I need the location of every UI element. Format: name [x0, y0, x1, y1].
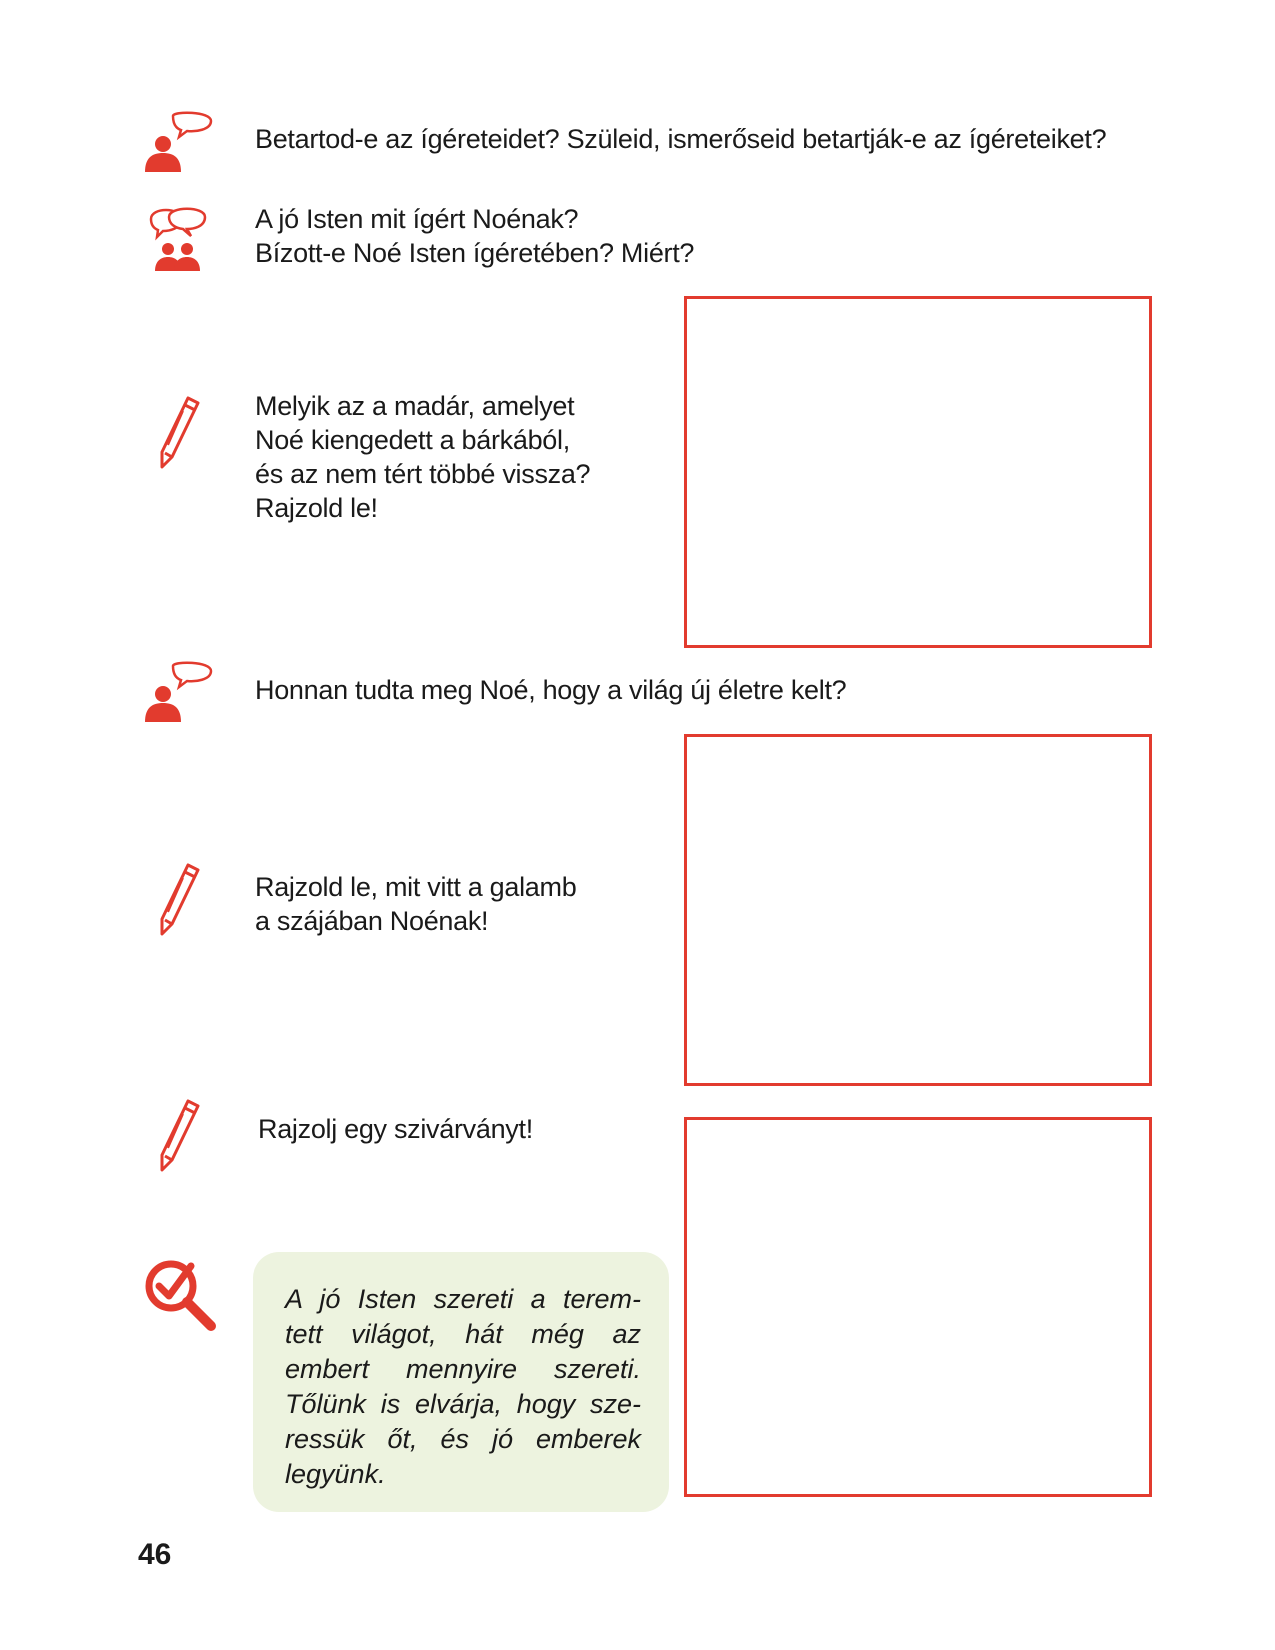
question-line: Rajzolj egy szivárványt! [258, 1114, 533, 1144]
pencil-icon [158, 395, 202, 471]
person-speech-icon [143, 110, 215, 172]
drawing-area-rainbow[interactable] [684, 1117, 1152, 1497]
summary-line: tett világot, hát még az [285, 1319, 641, 1349]
question-line: Betartod-e az ígéreteidet? Szüleid, ismerőseid betartják-e az ígéreteiket? [255, 124, 1107, 154]
question-line: a szájában Noénak! [255, 906, 489, 936]
drawing-area-dove[interactable] [684, 734, 1152, 1086]
page-number: 46 [138, 1538, 172, 1571]
question-line: és az nem tért többé vissza? [255, 459, 591, 489]
summary-line: A jó Isten szereti a terem- [285, 1284, 641, 1314]
question-new-life [255, 673, 846, 707]
summary-line: ressük őt, és jó emberek [285, 1424, 641, 1454]
question-line: Bízott-e Noé Isten ígéretében? Miért? [255, 238, 695, 268]
summary-line: embert mennyire szereti. [285, 1354, 641, 1384]
summary-note [253, 1252, 669, 1512]
question-draw-dove-beak [255, 870, 576, 938]
question-promises [255, 122, 1106, 156]
question-line: Noé kiengedett a bárkából, [255, 425, 570, 455]
summary-line: legyünk. [285, 1459, 386, 1489]
question-line: Rajzold le! [255, 493, 378, 523]
question-draw-bird [255, 389, 590, 525]
question-god-promise [255, 202, 694, 270]
question-line: A jó Isten mit ígért Noénak? [255, 204, 579, 234]
person-speech-icon [143, 660, 215, 722]
pencil-icon [158, 1098, 202, 1174]
magnifier-check-icon [143, 1258, 219, 1334]
group-discussion-icon [147, 203, 209, 273]
question-draw-rainbow [258, 1112, 533, 1146]
drawing-area-bird[interactable] [684, 296, 1152, 648]
question-line: Melyik az a madár, amelyet [255, 391, 575, 421]
pencil-icon [158, 862, 202, 938]
question-line: Honnan tudta meg Noé, hogy a világ új életre kelt? [255, 675, 847, 705]
question-line: Rajzold le, mit vitt a galamb [255, 872, 577, 902]
summary-line: Tőlünk is elvárja, hogy sze- [285, 1389, 641, 1419]
